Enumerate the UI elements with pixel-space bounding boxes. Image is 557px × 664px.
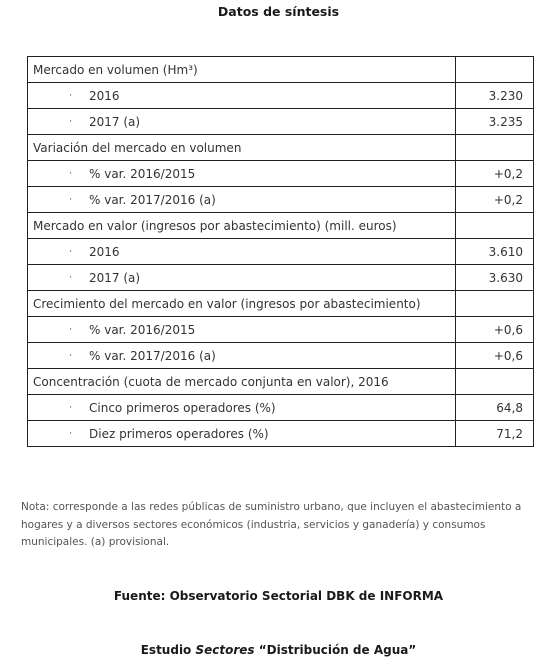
bullet-icon: · — [69, 350, 73, 361]
bullet-icon: · — [69, 402, 73, 413]
value-cell — [456, 135, 534, 161]
item-row — [28, 343, 534, 369]
item-row — [28, 239, 534, 265]
item-label-cell — [28, 395, 456, 421]
value-cell: +0,6 — [456, 343, 534, 369]
item-label-cell — [28, 187, 456, 213]
study-emphasis: Sectores — [195, 643, 255, 657]
value-cell: 71,2 — [456, 421, 534, 447]
section-row — [28, 57, 534, 83]
value-cell: 3.610 — [456, 239, 534, 265]
study-prefix: Estudio — [140, 643, 196, 657]
item-label-cell — [28, 83, 456, 109]
bullet-icon: · — [69, 194, 73, 205]
item-row — [28, 395, 534, 421]
section-label: Concentración (cuota de mercado conjunta en valor), 2016 — [28, 369, 456, 395]
item-label-cell — [28, 239, 456, 265]
value-cell — [456, 291, 534, 317]
item-row — [28, 187, 534, 213]
value-cell: +0,2 — [456, 187, 534, 213]
item-label-cell — [28, 343, 456, 369]
section-label: Mercado en valor (ingresos por abastecimiento) (mill. euros) — [28, 213, 456, 239]
section-row — [28, 135, 534, 161]
item-label: 2016 — [89, 244, 120, 259]
value-cell: 3.630 — [456, 265, 534, 291]
section-row — [28, 291, 534, 317]
value-cell — [456, 57, 534, 83]
value-cell: 64,8 — [456, 395, 534, 421]
synthesis-table — [27, 56, 534, 447]
item-label-cell — [28, 317, 456, 343]
section-label: Crecimiento del mercado en valor (ingresos por abastecimiento) — [28, 291, 456, 317]
item-label-cell — [28, 109, 456, 135]
item-row — [28, 161, 534, 187]
item-label-cell — [28, 421, 456, 447]
item-label: 2017 (a) — [89, 114, 141, 129]
item-row — [28, 265, 534, 291]
value-cell: 3.230 — [456, 83, 534, 109]
footnote: Nota: corresponde a las redes públicas de suministro urbano, que incluyen el abastecimiento a hogares y a diversos sectores económicos (industria, servicios y ganadería) y consumos municipales. (a) provisional. — [21, 501, 522, 548]
value-cell: +0,2 — [456, 161, 534, 187]
item-label: Diez primeros operadores (%) — [89, 426, 269, 441]
item-row — [28, 109, 534, 135]
item-row — [28, 421, 534, 447]
study-suffix: “Distribución de Agua” — [254, 643, 417, 657]
section-label: Mercado en volumen (Hm³) — [28, 57, 456, 83]
item-label: Cinco primeros operadores (%) — [89, 400, 276, 415]
item-label: 2017 (a) — [89, 270, 141, 285]
section-label: Variación del mercado en volumen — [28, 135, 456, 161]
item-label: 2016 — [89, 88, 120, 103]
bullet-icon: · — [69, 116, 73, 127]
section-row — [28, 369, 534, 395]
item-label-cell — [28, 161, 456, 187]
source-line: Fuente: Observatorio Sectorial DBK de INFORMA — [113, 589, 444, 603]
item-row — [28, 317, 534, 343]
bullet-icon: · — [69, 90, 73, 101]
study-title — [0, 643, 557, 657]
bullet-icon: · — [69, 324, 73, 335]
bullet-icon: · — [69, 246, 73, 257]
value-cell — [456, 213, 534, 239]
item-label: % var. 2016/2015 — [89, 322, 196, 337]
value-cell — [456, 369, 534, 395]
item-label: % var. 2016/2015 — [89, 166, 196, 181]
bullet-icon: · — [69, 272, 73, 283]
bullet-icon: · — [69, 168, 73, 179]
item-label: % var. 2017/2016 (a) — [89, 348, 216, 363]
section-row — [28, 213, 534, 239]
value-cell: +0,6 — [456, 317, 534, 343]
page-title: Datos de síntesis — [217, 4, 340, 19]
item-row — [28, 83, 534, 109]
bullet-icon: · — [69, 428, 73, 439]
item-label: % var. 2017/2016 (a) — [89, 192, 216, 207]
item-label-cell — [28, 265, 456, 291]
value-cell: 3.235 — [456, 109, 534, 135]
